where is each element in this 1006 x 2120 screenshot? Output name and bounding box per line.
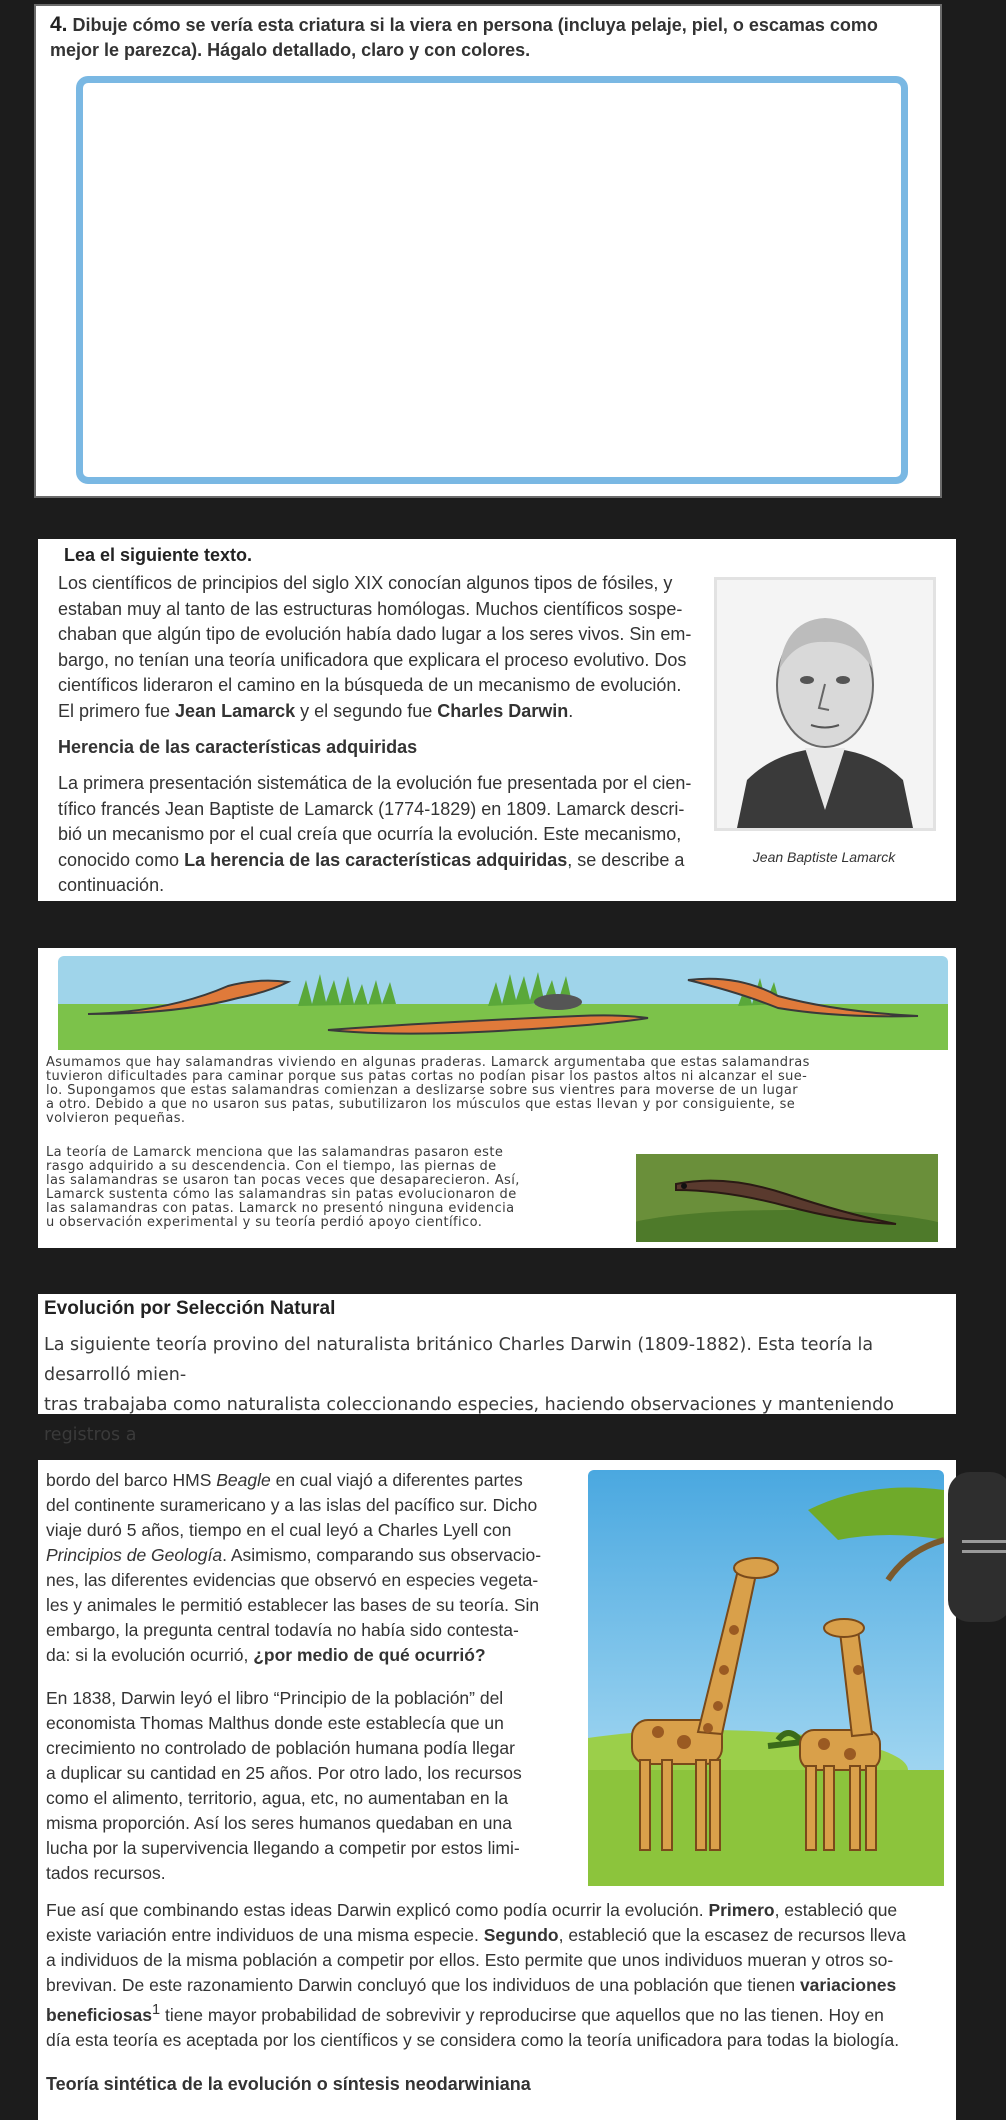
- text-line: estaban muy al tanto de las estructuras homólogas. Muchos científicos sospe-: [58, 598, 683, 619]
- text-line: viaje duró 5 años, tiempo en el cual leyó a Charles Lyell con: [46, 1520, 512, 1540]
- salamanders-card: [38, 948, 956, 1248]
- text-line: [46, 1973, 950, 1998]
- question-number: 4.: [50, 13, 68, 36]
- text-fragment: bordo del barco HMS: [46, 1470, 217, 1490]
- text-line: científicos lideraron el camino en la búsqueda de un mecanismo de evolución.: [58, 675, 682, 695]
- bold-term: beneficiosas: [46, 2004, 153, 2025]
- darwin-paragraph-1: [46, 1468, 566, 1668]
- text-line: misma proporción. Así los seres humanos quedaban en una: [46, 1813, 512, 1833]
- synthesis-subheading: Teoría sintética de la evolución o síntesis neodarwiniana: [46, 2074, 531, 2094]
- text-line: economista Thomas Malthus donde este establecía que un: [46, 1713, 504, 1733]
- text-line: nes, las diferentes evidencias que observó en especies vegeta-: [46, 1570, 539, 1590]
- text-line: volvieron pequeñas.: [46, 1111, 186, 1126]
- text-line: tuvieron dificultades para caminar porque sus patas cortas no podían pisar los pastos altos ni alcanzar el sue-: [46, 1069, 808, 1084]
- text-fragment: da: si la evolución ocurrió,: [46, 1645, 254, 1665]
- text-line: como el alimento, territorio, agua, etc, no aumentaban en la: [46, 1788, 509, 1808]
- salamander-photo: [636, 1154, 938, 1242]
- text-line: lo. Supongamos que estas salamandras comienzan a deslizarse sobre sus vientres para moverse de un lugar: [46, 1083, 798, 1098]
- lamarck-subheading: Herencia de las características adquiridas: [58, 737, 418, 757]
- text-line: Los científicos de principios del siglo XIX conocían algunos tipos de fósiles, y: [58, 573, 673, 593]
- text-line: La primera presentación sistemática de la evolución fue presentada por el cien-: [58, 773, 692, 793]
- text-fragment: , estableció que la escasez de recursos lleva: [558, 1925, 906, 1945]
- key-question: ¿por medio de qué ocurrió?: [253, 1645, 486, 1665]
- text-line: continuación.: [58, 875, 165, 895]
- darwin-card: [38, 1460, 956, 2120]
- text-line: a individuos de la misma población a competir por ellos. Esto permite que unos individuos mueran y otros so-: [46, 1950, 894, 1970]
- handle-grip-line: [962, 1540, 1006, 1543]
- footnote-marker: 1: [152, 2002, 161, 2018]
- salamander-meadow-illustration: [58, 956, 948, 1050]
- ship-name: Beagle: [216, 1470, 271, 1490]
- text-fragment: .: [568, 700, 574, 721]
- lamarck-reading-card: [38, 539, 956, 901]
- bold-term: La herencia de las características adquiridas: [184, 849, 568, 870]
- text-line: Asumamos que hay salamandras viviendo en algunas praderas. Lamarck argumentaba que estas salamandras: [46, 1055, 810, 1070]
- text-line: del continente suramericano y a las islas del pacífico sur. Dicho: [46, 1495, 538, 1515]
- text-line: bargo, no tenían una teoría unificadora que explicara el proceso evolutivo. Dos: [58, 649, 687, 670]
- text-fragment: , se describe a: [567, 849, 685, 870]
- text-line: les y animales le permitió establecer las bases de su teoría. Sin: [46, 1595, 540, 1615]
- text-fragment: existe variación entre individuos de una misma especie.: [46, 1925, 484, 1945]
- text-line: embargo, la pregunta central todavía no había sido contesta-: [46, 1620, 519, 1640]
- text-fragment: tiene mayor probabilidad de sobrevivir y reproducirse que aquellos que no las tienen. Hoy en: [160, 2004, 884, 2025]
- name-darwin: Charles Darwin: [437, 700, 569, 721]
- text-line: a otro. Debido a que no usaron sus patas, subutilizaron los músculos que estas llevan y por consiguiente, se: [46, 1097, 796, 1112]
- text-line: [46, 1543, 566, 1568]
- text-line: [58, 699, 718, 725]
- text-line: tados recursos.: [46, 1863, 166, 1883]
- text-line: [46, 1898, 950, 1923]
- text-line: [46, 1643, 566, 1668]
- text-fragment: , estableció que: [774, 1900, 898, 1920]
- giraffes-illustration: [588, 1470, 944, 1886]
- text-line: Lamarck sustenta cómo las salamandras sin patas evolucionaron de: [46, 1187, 517, 1202]
- text-line: u observación experimental y su teoría perdió apoyo científico.: [46, 1215, 483, 1230]
- text-line: bió un mecanismo por el cual creía que ocurría la evolución. Este mecanismo,: [58, 824, 682, 844]
- text-line: las salamandras con patas. Lamarck no presentó ninguna evidencia: [46, 1201, 515, 1216]
- lamarck-portrait: [714, 577, 936, 831]
- text-line: La siguiente teoría provino del naturalista británico Charles Darwin (1809-1882). Esta teoría la desarrolló mien-: [44, 1335, 874, 1385]
- portrait-caption: Jean Baptiste Lamarck: [752, 849, 896, 865]
- text-line: La teoría de Lamarck menciona que las salamandras pasaron este: [46, 1145, 504, 1160]
- portrait-illustration: [717, 580, 933, 828]
- text-fragment: Fue así que combinando estas ideas Darwin explicó como podía ocurrir la evolución.: [46, 1900, 709, 1920]
- question-4-prompt: Dibuje cómo se vería esta criatura si la viera en persona (incluya pelaje, piel, o escamas como mejor le parezca). Hágalo detallado, claro y con colores.: [50, 15, 878, 60]
- text-line: día esta teoría es aceptada por los científicos y se considera como la teoría unificadora para todas la biología.: [46, 2029, 900, 2050]
- text-line: [46, 1998, 950, 2028]
- text-line: chaban que algún tipo de evolución había dado lugar a los seres vivos. Sin em-: [58, 624, 692, 644]
- question-4-card: [34, 4, 942, 498]
- text-fragment: . Asimismo, comparando sus observacio-: [222, 1545, 542, 1565]
- bold-term: variaciones: [799, 1975, 897, 1995]
- text-fragment: y el segundo fue: [295, 700, 438, 721]
- side-panel-handle[interactable]: [948, 1472, 1006, 1622]
- bold-term: Primero: [708, 1900, 775, 1920]
- handle-grip-line: [962, 1550, 1006, 1553]
- text-line: [58, 848, 718, 874]
- salamanders-paragraph-1: [46, 1056, 950, 1126]
- text-line: tífico francés Jean Baptiste de Lamarck (1774-1829) en 1809. Lamarck descri-: [58, 798, 685, 819]
- salamanders-paragraph-2: [46, 1146, 646, 1230]
- text-line: las salamandras se usaron tan pocas veces que desaparecieron. Así,: [46, 1173, 520, 1188]
- text-fragment: conocido como: [58, 849, 185, 870]
- text-line: crecimiento no controlado de población humana podía llegar: [46, 1738, 515, 1758]
- text-line: tras trabajaba como naturalista coleccionando especies, haciendo observaciones y manteniendo registros a: [44, 1395, 894, 1445]
- lamarck-intro: [58, 571, 718, 724]
- text-line: En 1838, Darwin leyó el libro “Principio de la población” del: [46, 1688, 504, 1708]
- text-fragment: El primero fue: [58, 700, 176, 721]
- text-fragment: brevivan. De este razonamiento Darwin concluyó que los individuos de una población que tienen: [46, 1975, 800, 1995]
- natural-selection-card: [38, 1294, 956, 1445]
- text-line: [46, 1923, 950, 1948]
- natural-selection-title: Evolución por Selección Natural: [44, 1298, 336, 1319]
- darwin-paragraph-3: [46, 1898, 950, 2053]
- text-line: [46, 1468, 566, 1493]
- text-fragment: en cual viajó a diferentes partes: [270, 1470, 523, 1490]
- name-lamarck: Jean Lamarck: [175, 700, 296, 721]
- text-line: rasgo adquirido a su descendencia. Con el tiempo, las piernas de: [46, 1159, 497, 1174]
- text-line: a duplicar su cantidad en 25 años. Por otro lado, los recursos: [46, 1763, 522, 1783]
- drawing-area[interactable]: [76, 76, 908, 484]
- text-line: lucha por la supervivencia llegando a competir por estos limi-: [46, 1838, 520, 1858]
- darwin-paragraph-2: [46, 1686, 566, 1886]
- natural-selection-text: [44, 1330, 948, 1450]
- reading-heading: Lea el siguiente texto.: [64, 545, 253, 565]
- question-4-text: [50, 12, 926, 63]
- book-title: Principios de Geología: [46, 1545, 223, 1565]
- bold-term: Segundo: [483, 1925, 559, 1945]
- lamarck-body: [58, 771, 718, 899]
